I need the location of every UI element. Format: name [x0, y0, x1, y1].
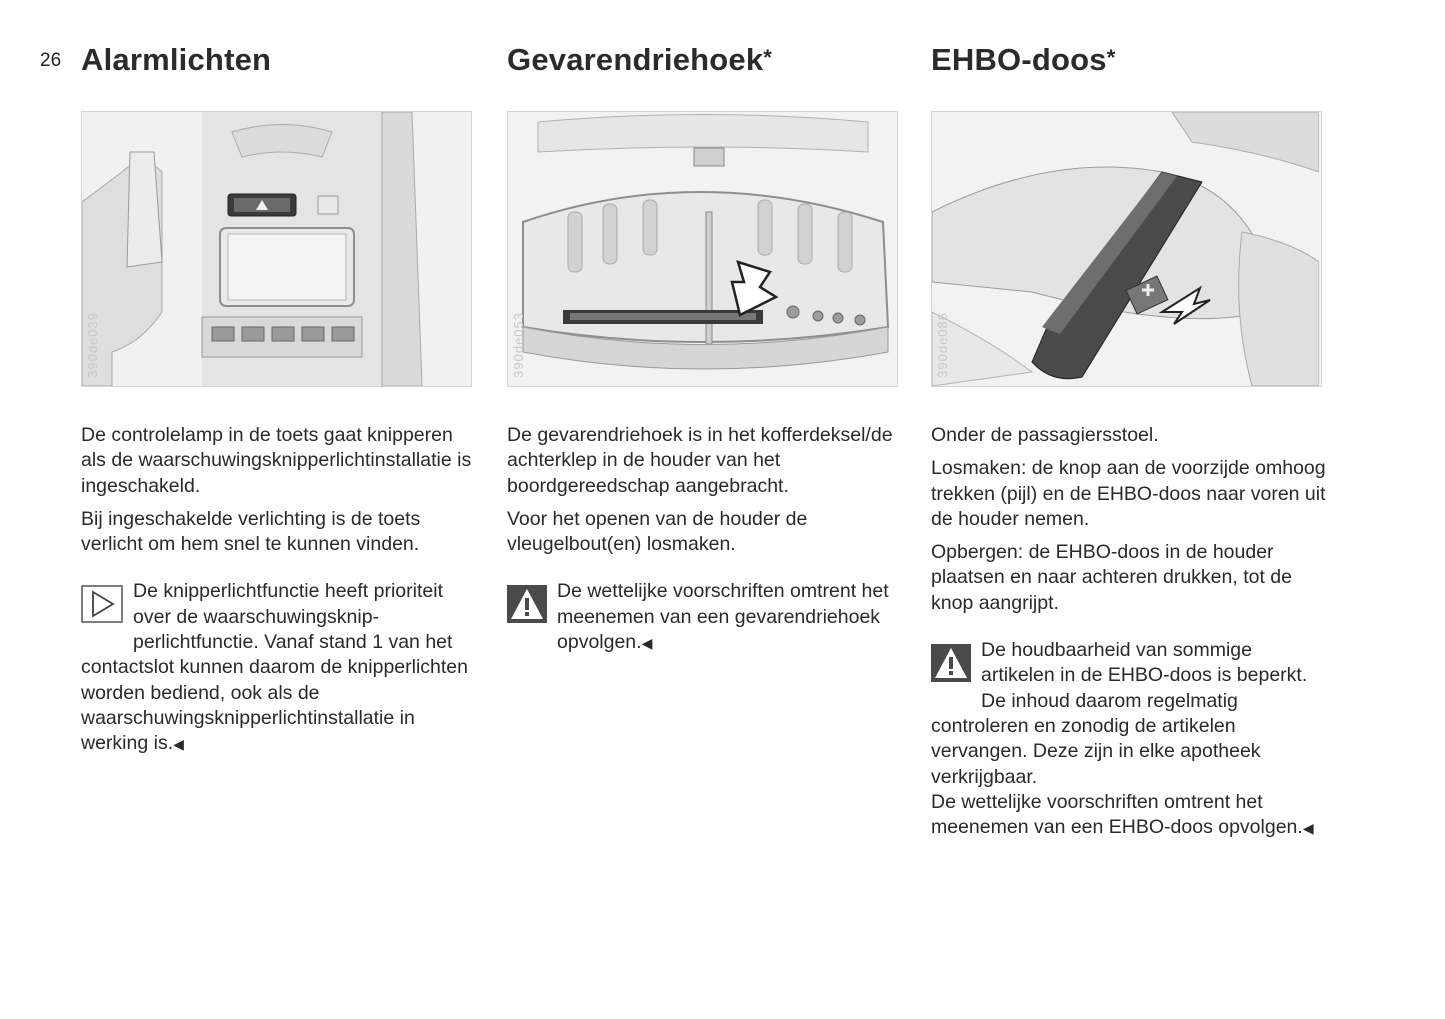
note-block	[507, 579, 902, 656]
section-title	[507, 38, 902, 82]
paragraph: Bij ingeschakelde verlichting is de toets verlicht om hem snel te kunnen vinden.	[81, 507, 421, 556]
end-mark-icon: ◀	[173, 736, 184, 753]
note-text: De houdbaarheid van sommige artikelen in de EHBO-doos is beperkt. De inhoud daarom regelmatig controleren en zonodig de artikelen vervangen. Deze zijn in elke apotheek verkrijgbaar.	[931, 639, 1308, 788]
paragraph: Voor het openen van de houder de vleugelbout(en) losmaken.	[507, 507, 808, 556]
warning-icon	[931, 644, 971, 689]
section-ehbo-doos	[931, 38, 1326, 841]
section-body	[931, 423, 1326, 841]
paragraph: De controlelamp in de toets gaat knipperen als de waarschuwingsknipperlichtinstallatie is ingeschakeld.	[81, 424, 472, 497]
paragraph: Opbergen: de EHBO-doos in de houder plaatsen en naar achteren drukken, tot de knop aangrijpt.	[931, 541, 1292, 614]
first-aid-box-drawing	[932, 112, 1319, 386]
paragraph: Losmaken: de knop aan de voorzijde omhoog trekken (pijl) en de EHBO-doos naar voren uit de houder nemen.	[931, 457, 1326, 530]
figure-code: 390de039	[85, 312, 100, 378]
trunk-lid-drawing	[508, 112, 897, 386]
section-body	[507, 423, 902, 656]
note-block	[931, 638, 1326, 841]
section-title-text: EHBO-doos	[931, 42, 1107, 77]
note-block	[81, 579, 476, 757]
note-text: De knipperlichtfunctie heeft prioriteit over de waarschuwingsknipperlichtfunctie. Vanaf stand 1 van het contactslot kunnen daarom de knipperlichten worden bediend, ook als de waarschuwingsknipperlichtinstallatie in werking is.	[81, 580, 468, 755]
paragraph: Onder de passagiersstoel.	[931, 424, 1159, 446]
hazard-switch-drawing	[82, 112, 471, 386]
title-asterisk: *	[1106, 45, 1116, 70]
figure-code: 390de086	[935, 312, 950, 378]
warning-icon	[507, 585, 547, 630]
warning-triangle-illustration	[507, 111, 898, 387]
page-number: 26	[40, 50, 62, 71]
section-gevarendriehoek	[507, 38, 902, 656]
hazard-switch-illustration	[81, 111, 472, 387]
note-text: De wettelijke voorschriften omtrent het meenemen van een gevarendriehoek opvolgen.	[557, 580, 889, 654]
section-title	[81, 38, 476, 82]
figure-code: 390de053	[511, 312, 526, 378]
section-title-text: Gevarendriehoek	[507, 42, 764, 77]
end-mark-icon: ◀	[1302, 820, 1314, 837]
section-body	[81, 423, 476, 758]
section-title	[931, 38, 1326, 82]
title-asterisk: *	[763, 45, 773, 70]
first-aid-kit-illustration	[931, 111, 1322, 387]
section-title-text: Alarmlichten	[81, 42, 272, 77]
end-mark-icon: ◀	[641, 635, 653, 652]
paragraph: De gevarendriehoek is in het kofferdeksel/de achterklep in de houder van het boordgereedschap aangebracht.	[507, 424, 893, 497]
note-text-2: De wettelijke voorschriften omtrent het meenemen van een EHBO-doos opvolgen.	[931, 790, 1303, 839]
info-triangle-icon	[81, 585, 123, 630]
section-alarmlichten	[81, 38, 476, 758]
